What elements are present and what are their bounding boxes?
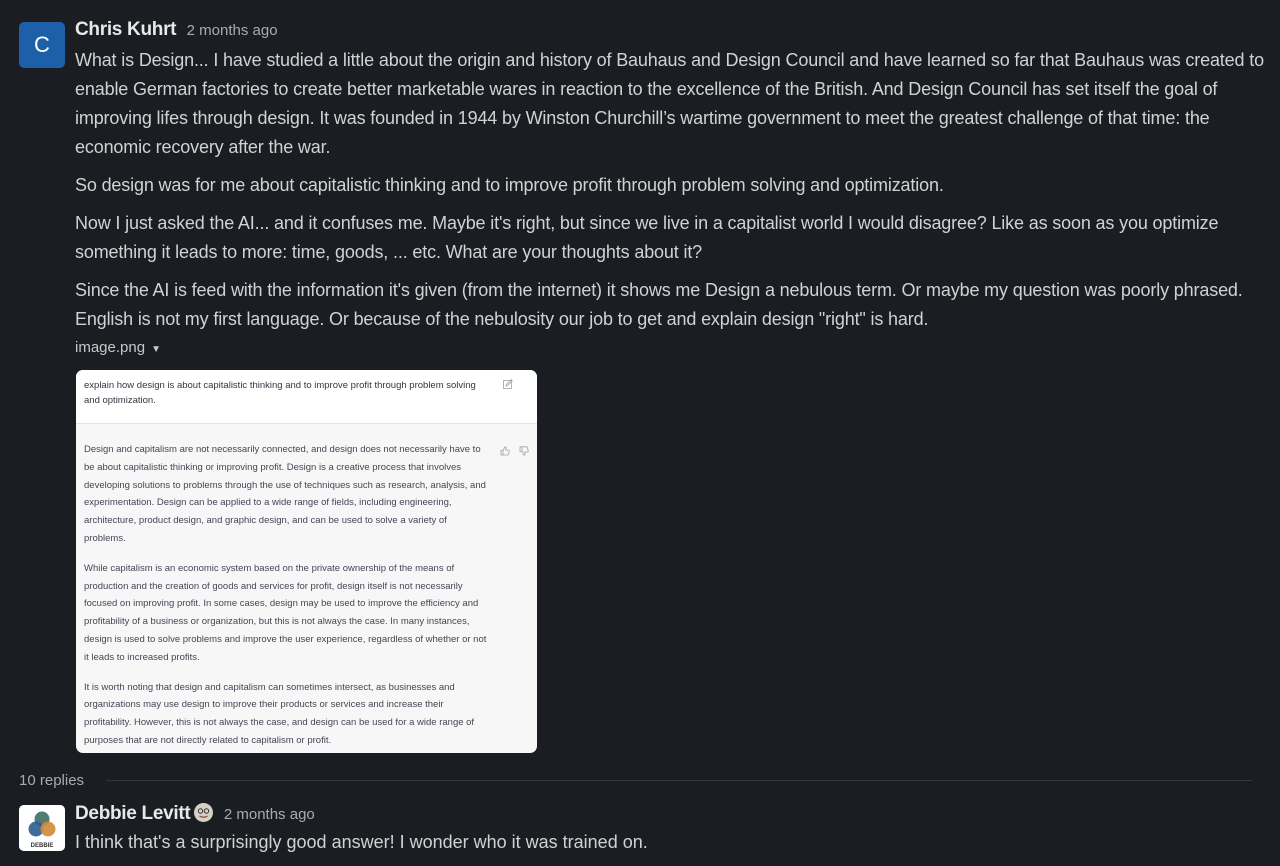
thumbs-up-icon: [500, 446, 510, 456]
message-paragraph: So design was for me about capitalistic thinking and to improve profit through problem solving and optimization.: [75, 175, 944, 195]
message-paragraph: What is Design... I have studied a little about the origin and history of Bauhaus and Design Council and have learned so far that Bauhaus was created to enable German factories to create better marketable wares in reaction to the excellence of the British. And Design Council has set itself the goal of improving lifes through design. It was founded in 1944 by Winston Churchill’s wartime government to meet the greatest challenge of that time: the economic recovery after the war.: [75, 50, 1264, 157]
prompt-block: [76, 370, 537, 424]
attachment-filename: image.png: [75, 339, 146, 356]
replies-count[interactable]: 10 replies: [19, 772, 85, 789]
reply-author-name[interactable]: Debbie Levitt: [75, 803, 191, 824]
avatar[interactable]: C: [19, 22, 65, 68]
timestamp[interactable]: 2 months ago: [186, 22, 278, 39]
attachment-image[interactable]: [76, 370, 537, 753]
answer-paragraph: Design and capitalism are not necessarily connected, and design does not necessarily have to be about capitalistic thinking or improving profit. Design is a creative process that involves developing solutions to problems through the use of techniques such as research, analysis, and experimentation. Design can be applied to a wide range of fields, including engineering, architecture, product design, and graphic design, and can be used to solve a variety of problems.: [84, 444, 486, 544]
feedback-icons: [495, 443, 529, 461]
caret-down-icon: ▼: [151, 344, 161, 355]
attachment-toggle[interactable]: [75, 339, 161, 356]
avatar-label: DEBBIE: [30, 843, 54, 849]
answer-paragraph: While capitalism is an economic system based on the private ownership of the means of production and the creation of goods and services for profit, design itself is not necessarily focused on improving profit. In some cases, design may be used to improve the efficiency and profitability of a business or organization, but this is not always the case. In many instances, design is used to solve problems and improve the user experience, regardless of whether or not it leads to increased profits.: [84, 562, 487, 663]
edit-icon: [503, 379, 513, 389]
reply-text: I think that's a surprisingly good answer! I wonder who it was trained on.: [75, 832, 648, 852]
debbie-logo: [19, 805, 65, 851]
reply-timestamp[interactable]: 2 months ago: [223, 806, 315, 823]
message-paragraph: Now I just asked the AI... and it confuses me. Maybe it's right, but since we live in a capitalist world I would disagree? Like as soon as you optimize something it leads to more: time, goods, ... etc. What are your thoughts about it?: [75, 213, 1219, 262]
thumbs-down-icon: [519, 446, 529, 456]
status-emoji-icon[interactable]: [194, 803, 213, 822]
divider: [106, 780, 1252, 781]
reply-avatar[interactable]: [19, 805, 65, 851]
message-body: [75, 46, 1270, 343]
author-name[interactable]: Chris Kuhrt: [75, 19, 177, 40]
answer-block: [76, 424, 537, 750]
reply-header: [75, 803, 315, 825]
message-paragraph: Since the AI is feed with the information it's given (from the internet) it shows me Design a nebulous term. Or maybe my question was poorly phrased. English is not my first language. Or because of the nebulosity our job to get and explain design "right" is hard.: [75, 280, 1243, 329]
message-header: [75, 19, 278, 47]
answer-paragraph: It is worth noting that design and capitalism can sometimes intersect, as businesses and organizations may use design to improve their products or services and increase their profitability. However, this is not always the case, and design can be used for a wide range of purposes that are not directly related to capitalism or profit.: [84, 681, 475, 746]
face-icon: [194, 803, 213, 822]
prompt-text: explain how design is about capitalistic thinking and to improve profit through problem solving and optimization.: [84, 380, 476, 406]
